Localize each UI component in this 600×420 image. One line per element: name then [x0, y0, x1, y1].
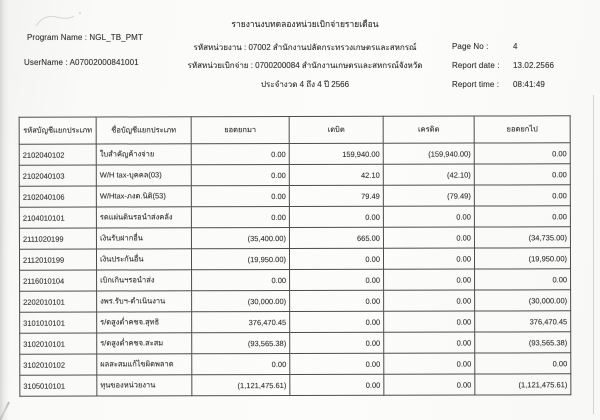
cell-opening-balance: (19,950.00) [191, 249, 289, 270]
report-time-label: Report time : [452, 80, 500, 89]
cell-credit: 0.00 [383, 227, 474, 248]
column-header: เครดิต [383, 116, 474, 143]
column-header: ยอดยกไป [474, 116, 570, 143]
cell-debit: 665.00 [289, 227, 383, 248]
cell-opening-balance: 0.00 [191, 207, 289, 228]
cell-closing-balance: 0.00 [474, 164, 570, 185]
cell-credit: 0.00 [384, 269, 475, 290]
table-row [20, 290, 571, 312]
report-date-value: 13.02.2566 [513, 61, 555, 70]
cell-account-name: ร/ดสูงต่ำคชจ.สะสม [97, 333, 192, 354]
cell-opening-balance: (35,400.00) [191, 228, 289, 249]
disbursing-unit-line: รหัสหน่วยเบิกจ่าย : 0700200084 สำนักงานเกษตรและสหกรณ์จังหวัด [187, 61, 423, 70]
cell-account-code: 3105010101 [20, 375, 97, 396]
program-name-line [27, 33, 143, 42]
cell-opening-balance: 0.00 [192, 270, 290, 291]
table-row [20, 374, 571, 396]
cell-account-code: 2104010101 [19, 207, 96, 228]
table-row [19, 185, 570, 207]
cell-opening-balance: 0.00 [191, 186, 289, 207]
cell-credit: 0.00 [384, 311, 475, 332]
cell-credit: (79.49) [383, 185, 474, 206]
cell-account-code: 3102010102 [20, 354, 97, 375]
cell-debit: 79.49 [289, 185, 383, 206]
cell-opening-balance: (1,121,475.61) [192, 375, 290, 396]
username-value: A07002000841001 [69, 58, 139, 67]
cell-account-code: 3102010101 [20, 333, 97, 354]
table-row [19, 248, 570, 270]
cell-credit: 0.00 [384, 374, 475, 395]
cell-credit: 0.00 [384, 290, 475, 311]
page-corner-shadow [0, 398, 12, 420]
cell-debit: 0.00 [289, 248, 383, 269]
cell-debit: 0.00 [290, 311, 384, 332]
cell-debit: 0.00 [290, 353, 384, 374]
cell-account-name: เบิกเกินฯรอนำส่ง [97, 270, 192, 291]
cell-closing-balance: 0.00 [474, 143, 570, 164]
cell-account-name: ร/ดสูงต่ำคชจ.สุทธิ [97, 312, 192, 333]
pencil-scribble-mark [30, 4, 100, 36]
cell-credit: 0.00 [384, 332, 475, 353]
page-no-label: Page No : [452, 42, 489, 51]
cell-credit: 0.00 [383, 206, 474, 227]
ledger-body [19, 143, 571, 396]
username-line [24, 58, 139, 67]
cell-account-code: 2202010101 [20, 291, 97, 312]
cell-debit: 0.00 [289, 206, 383, 227]
scan-left-edge-shadow [0, 0, 9, 420]
cell-account-code: 2116010104 [20, 270, 97, 291]
cell-closing-balance: 376,470.45 [475, 311, 571, 332]
column-header: รหัสบัญชีแยกประเภท [19, 117, 96, 144]
cell-account-name: รดแผ่นดินรอนำส่งคลัง [96, 207, 191, 228]
table-row [19, 143, 570, 165]
period-line: ประจำงวด 4 ถึง 4 ปี 2566 [260, 80, 350, 89]
ledger-header-row [19, 116, 570, 144]
table-row [20, 311, 571, 333]
cell-opening-balance: 376,470.45 [192, 312, 290, 333]
table-row [19, 227, 570, 249]
cell-opening-balance: 0.00 [192, 354, 290, 375]
program-name-value: NGL_TB_PMT [89, 33, 143, 42]
cell-closing-balance: (30,000.00) [475, 290, 571, 311]
cell-account-code: 2112010199 [19, 249, 96, 270]
cell-debit: 0.00 [290, 374, 384, 395]
table-row [20, 332, 571, 354]
cell-debit: 159,940.00 [289, 143, 383, 164]
program-name-label: Program Name : [27, 33, 88, 42]
table-row [19, 206, 570, 228]
cell-closing-balance: 0.00 [474, 206, 570, 227]
username-label: UserName : [24, 58, 68, 67]
cell-closing-balance: (34,735.00) [474, 227, 570, 248]
cell-credit: 0.00 [384, 353, 475, 374]
report-date-label: Report date : [452, 61, 500, 70]
cell-account-code: 2111020199 [19, 228, 96, 249]
cell-closing-balance: (93,565.38) [475, 332, 571, 353]
cell-closing-balance: 0.00 [475, 353, 571, 374]
cell-debit: 0.00 [290, 269, 384, 290]
cell-closing-balance: 0.00 [475, 269, 571, 290]
cell-account-code: 2102040106 [19, 186, 96, 207]
table-row [20, 269, 571, 291]
cell-account-name: งพร.รับฯ-ดำเนินงาน [97, 291, 192, 312]
cell-account-code: 3101010101 [20, 312, 97, 333]
cell-credit: (42.10) [383, 164, 474, 185]
table-row [20, 353, 571, 375]
table-row [19, 164, 570, 186]
cell-opening-balance: (30,000.00) [192, 291, 290, 312]
cell-account-name: ผลสะสมแก้ไขผิดพลาด [97, 354, 192, 375]
cell-account-name: ใบสำคัญค้างจ่าย [96, 144, 191, 165]
column-header: เดบิต [289, 116, 383, 143]
ledger-table [19, 115, 572, 396]
cell-closing-balance: (19,950.00) [474, 248, 570, 269]
cell-opening-balance: (93,565.38) [192, 333, 290, 354]
cell-opening-balance: 0.00 [191, 165, 289, 186]
cell-account-name: ทุนของหน่วยงาน [97, 375, 192, 396]
cell-account-code: 2102040102 [19, 144, 96, 165]
cell-account-name: เงินประกันอื่น [96, 249, 191, 270]
cell-credit: 0.00 [383, 248, 474, 269]
cell-account-name: W/H tax-บุคคล(03) [96, 165, 191, 186]
cell-credit: (159,940.00) [383, 143, 474, 164]
cell-debit: 42.10 [289, 164, 383, 185]
report-time-value: 08:41:49 [513, 80, 545, 89]
cell-closing-balance: 0.00 [474, 185, 570, 206]
cell-debit: 0.00 [290, 332, 384, 353]
cell-account-code: 2102040103 [19, 165, 96, 186]
report-title: รายงานงบทดลองหน่วยเบิกจ่ายรายเดือน [231, 19, 379, 29]
cell-account-name: เงินรับฝากอื่น [96, 228, 191, 249]
page-no-value: 4 [513, 42, 518, 51]
paper-right-edge-line [593, 95, 594, 414]
cell-closing-balance: (1,121,475.61) [475, 374, 571, 395]
agency-line: รหัสหน่วยงาน : 07002 สำนักงานปลัดกระทรวงเกษตรและสหกรณ์ [193, 43, 417, 52]
cell-account-name: W/Htax-ภงด.นิติ(53) [96, 186, 191, 207]
column-header: ยอดยกมา [191, 117, 289, 144]
column-header: ชื่อบัญชีแยกประเภท [96, 117, 191, 144]
cell-opening-balance: 0.00 [191, 144, 289, 165]
cell-debit: 0.00 [290, 290, 384, 311]
